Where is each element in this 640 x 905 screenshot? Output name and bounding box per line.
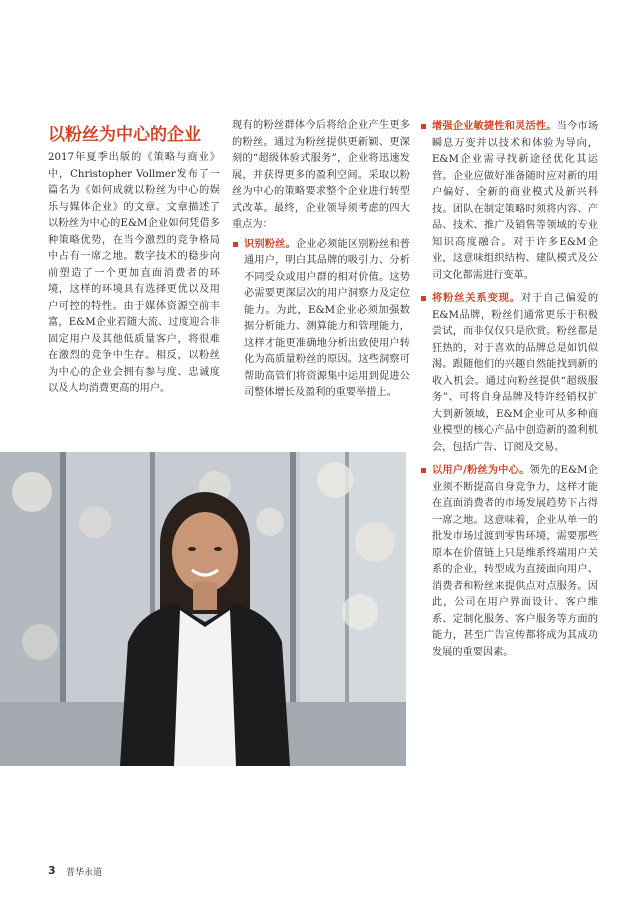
bullet-term: 识别粉丝。 <box>244 237 296 250</box>
section-heading: 以粉丝为中心的企业 <box>48 125 201 145</box>
bullet-term: 将粉丝关系变现。 <box>432 292 522 304</box>
portrait-photo <box>0 452 406 766</box>
page-number: 3 <box>48 864 56 877</box>
bullet-item <box>420 290 598 456</box>
bullet-term: 以用户/粉丝为中心。 <box>432 464 530 476</box>
right-column <box>420 118 598 667</box>
bullet-item <box>420 462 598 661</box>
bullet-term: 增强企业敏捷性和灵活性。 <box>432 120 557 132</box>
bullet-text: 对于自己偏爱的E&M品牌，粉丝们通常更乐于积极尝试，而非仅仅只是欣赏。粉丝都是狂热的，对于喜欢的品牌总是如饥似渴。跟随他们的兴趣自然能找到新的收入机会。通过向粉丝提供“超级服务”、可将自身品牌及特许经销权扩大到新领域，E&M企业可从多种商业模型的核心产品中创造新的盈利机会，包括广告、订阅及交易。 <box>432 293 599 453</box>
bullet-item <box>232 236 410 402</box>
middle-column <box>232 118 410 408</box>
bullet-list-1 <box>232 236 410 402</box>
bullet-list-2 <box>420 118 598 661</box>
intro-column <box>48 150 220 398</box>
bullet-item <box>420 118 598 284</box>
intro-paragraph: 2017年夏季出版的《策略与商业》中，Christopher Vollmer发布了一篇名为《如何成就以粉丝为中心的娱乐与媒体企业》的文章。文章描述了以粉丝为中心的E&M企业如何凭借多种策略优势，在当今激烈的竞争格局中占有一席之地。数字技术的稳步向前塑造了一个更加直面消费者的环境，这样的环境具有选择更优以及用户可控的特性。由于媒体资源空前丰富，E&M企业若随大流、过度迎合非固定用户及其他低质量客户，将很难在激烈的竞争中生存。相反，以粉丝为中心的企业会拥有参与度、忠诚度以及人均消费更高的用户。 <box>48 152 220 394</box>
bullet-text: 领先的E&M企业须不断提高自身竞争力，这样才能在直面消费者的市场发展趋势下占得一席之地。这意味着，企业从单一的批发市场过渡到零售环境，需要那些原本在价值链上只是维系终端用户关系的企业，转型成为直接面向用户、消费者和粉丝来提供点对点服务。因此，公司在用户界面设计、客户维系、定制化服务、客户服务等方面的能力，甚至广告宣传都将成为其成功发展的重要因素。 <box>432 465 598 658</box>
lead-paragraph: 现有的粉丝群体今后将给企业产生更多的粉丝。通过为粉丝提供更新颖、更深刻的“超级体验式服务”，企业将迅速发展，并获得更多的盈利空间。采取以粉丝为中心的策略要求整个企业进行转型式改革。最终，企业领导须考虑的四大重点为： <box>232 120 410 230</box>
bullet-text: 当今市场瞬息万变并以技术和体验为导向，E&M企业需寻找新途径优化其运营。企业应做好准备随时应对新的用户偏好、全新的商业模式及新兴科技。团队在制定策略时须将内容、产品、技术、推广及销售等领域的专业知识高度融合。对于许多E&M企业，这意味组织结构、建队模式及公司文化都需进行变革。 <box>432 121 599 281</box>
bullet-text: 企业必须能区别粉丝和普通用户，明白其品牌的吸引力、分析不同受众或用户群的相对价值。这势必需要更深层次的用户洞察力及定位能力。为此，E&M企业必须加强数据分析能力、测算能力和管理能力，这样才能更准确地分析出致使用户转化为高质量粉丝的原因。这些洞察可帮助高管们将资源集中运用到促进公司整体增长及盈利的重要举措上。 <box>244 238 410 398</box>
footer-brand: 普华永道 <box>66 868 103 878</box>
